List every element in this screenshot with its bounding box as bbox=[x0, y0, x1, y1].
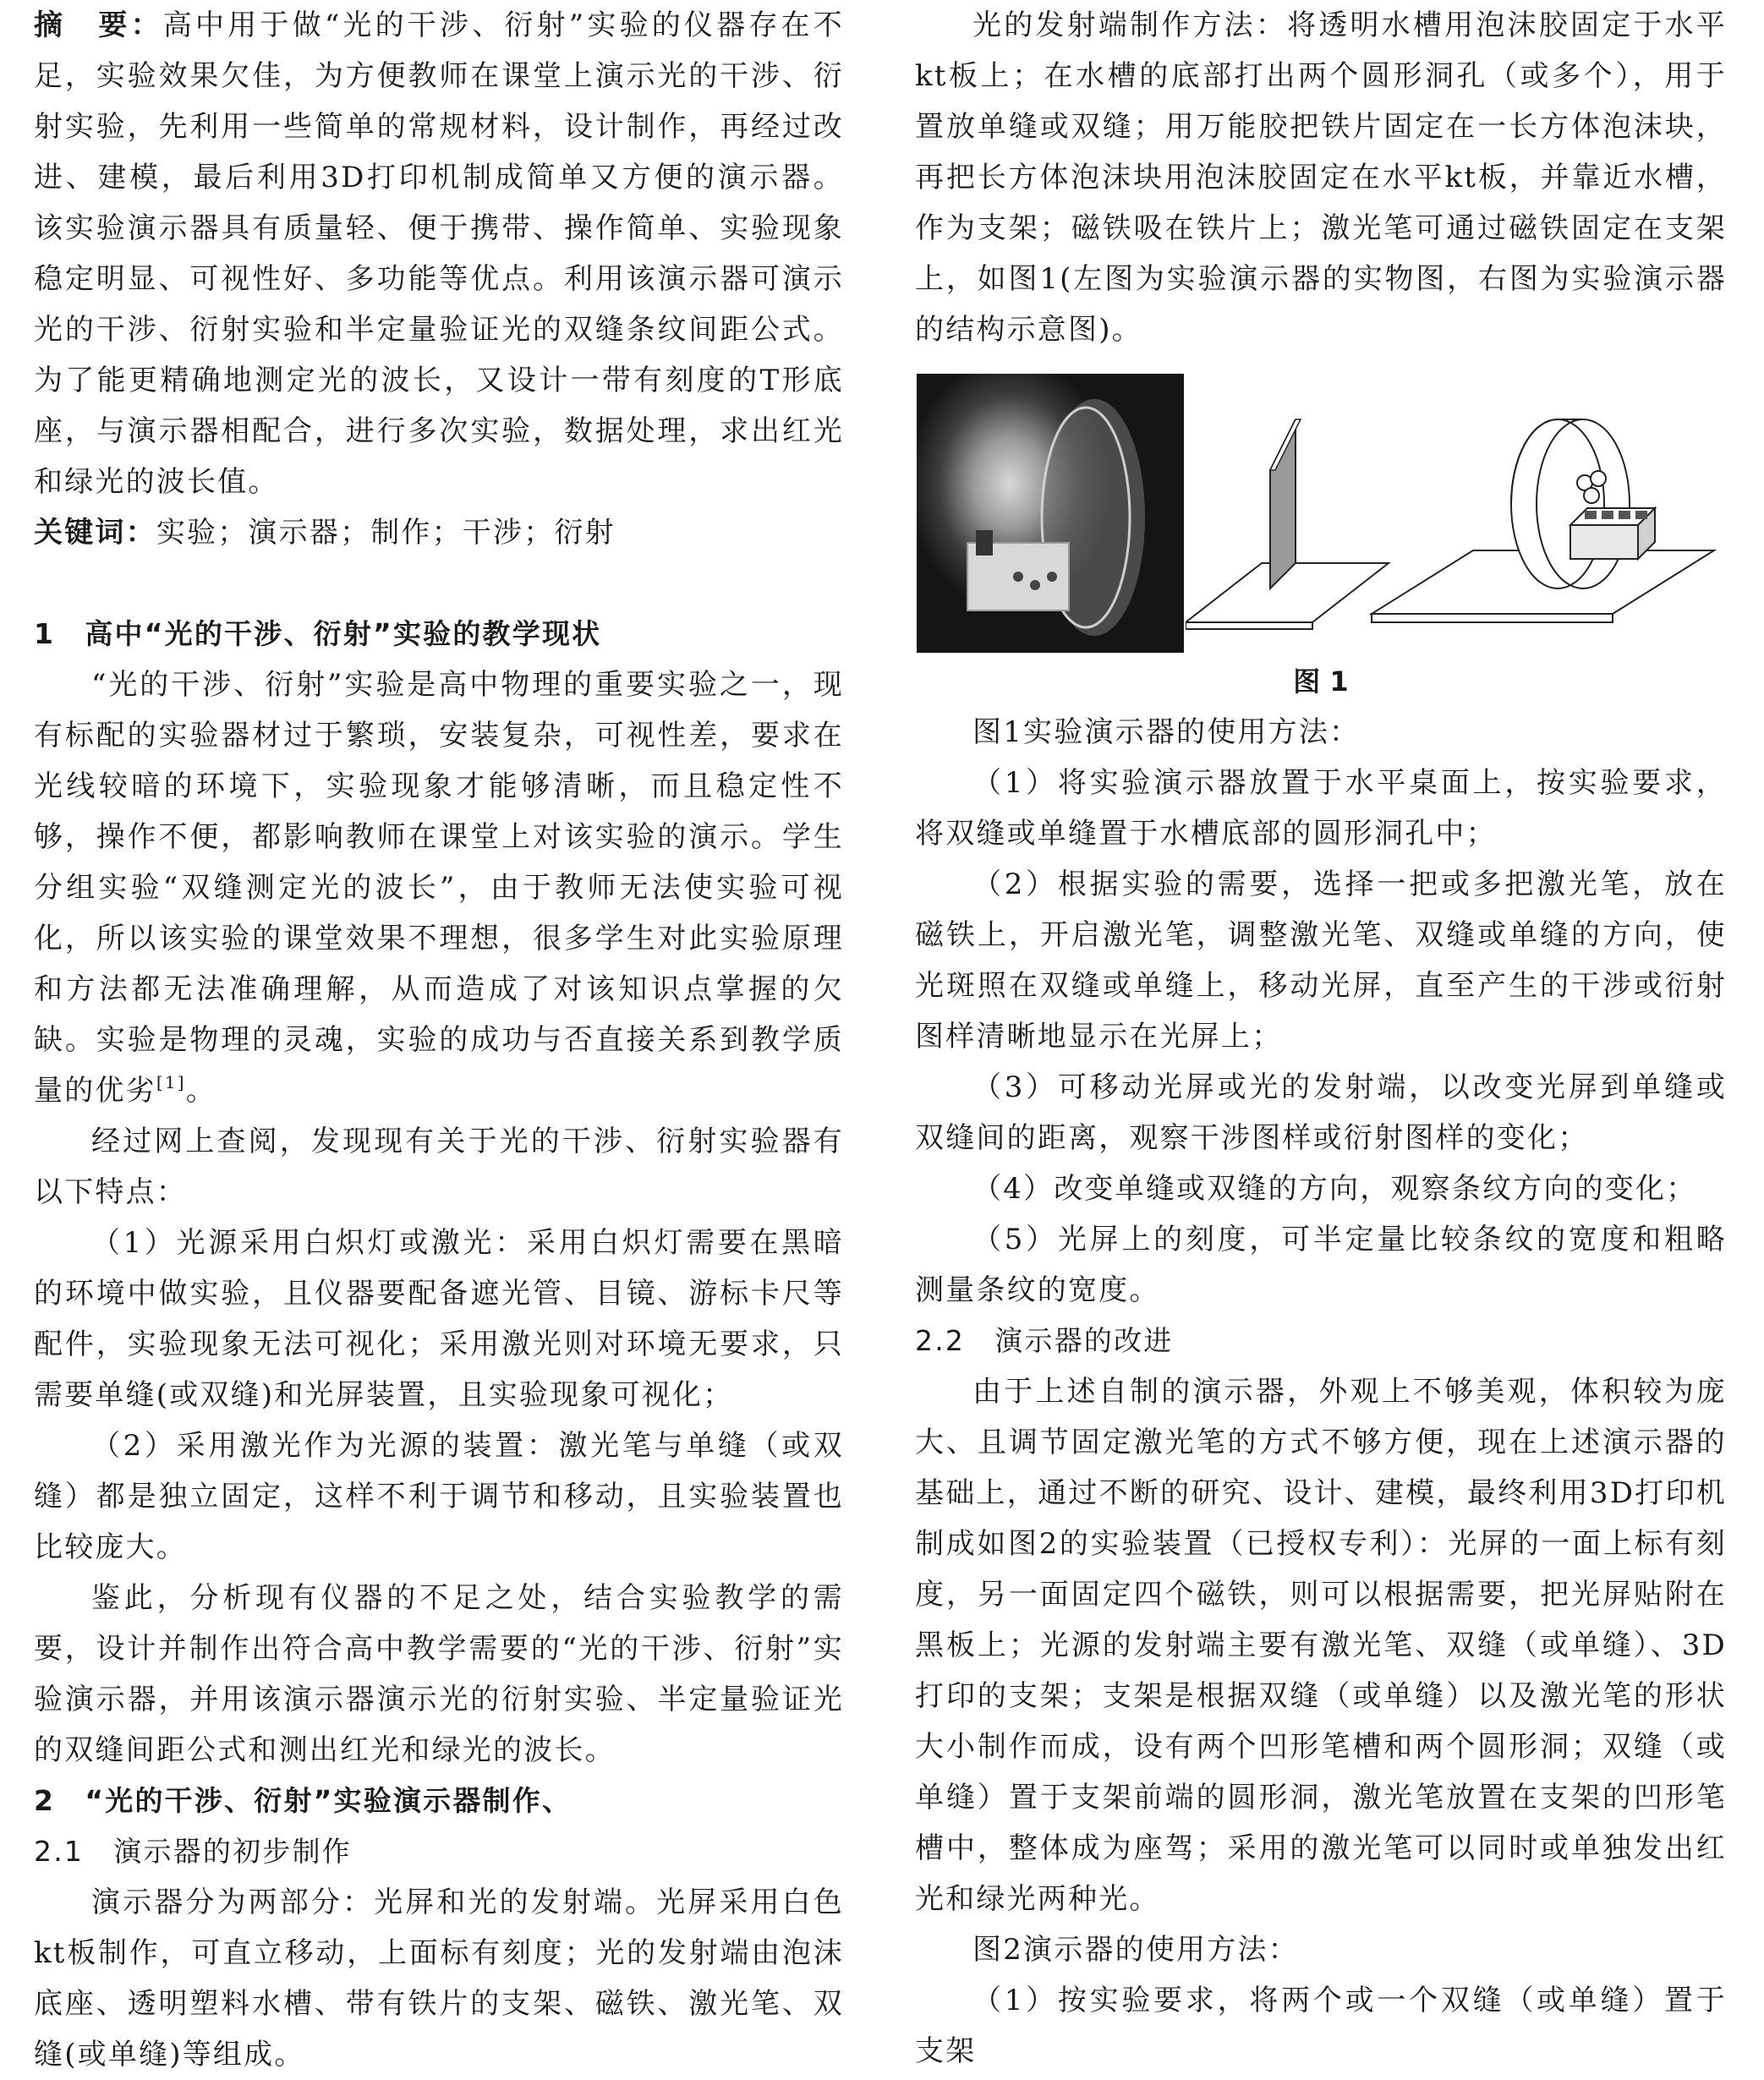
figure-2-usage-title: 图2演示器的使用方法： bbox=[972, 1933, 1299, 1967]
abstract-label: 摘 要： bbox=[34, 8, 163, 42]
section1-p1-text: “光的干涉、衍射”实验是高中物理的重要实验之一，现有标配的实验器材过于繁琐，安装复杂，可视性差，要求在光线较暗的环境下，实验现象才能够清晰，而且稳定性不够，操作不便，都影响教师在课堂上对该实验的演示。学生分组实验“双缝测定光的波长”，由于教师无法使实验可视化，所以该实验的课堂效果不理想，很多学生对此实验原理和方法都无法准确理解，从而造成了对该知识点掌握的欠缺。实验是物理的灵魂，实验的成功与否直接关系到教学质量的优劣 bbox=[34, 668, 844, 1108]
abstract bbox=[34, 0, 844, 507]
figure-1-step-5: （5）光屏上的刻度，可半定量比较条纹的宽度和粗略测量条纹的宽度。 bbox=[915, 1223, 1727, 1307]
figure-1-usage-title: 图1实验演示器的使用方法： bbox=[972, 715, 1361, 749]
spacer bbox=[34, 558, 844, 609]
section1-paragraph-2: 经过网上查阅，发现现有关于光的干涉、衍射实验器有以下特点： bbox=[34, 1125, 844, 1209]
subsection-2-1-paragraph-1: 演示器分为两部分：光屏和光的发射端。光屏采用白色kt板制作，可直立移动，上面标有刻度；光的发射端由泡沫底座、透明塑料水槽、带有铁片的支架、磁铁、激光笔、双缝(或单缝)等组成。 bbox=[34, 1886, 844, 2072]
figure-1-step-3: （3）可移动光屏或光的发射端，以改变光屏到单缝或双缝间的距离，观察干涉图样或衍射图样的变化； bbox=[915, 1070, 1727, 1155]
section1-paragraph-5: 鉴此，分析现有仪器的不足之处，结合实验教学的需要，设计并制作出符合高中教学需要的“光的干涉、衍射”实验演示器，并用该演示器演示光的衍射实验、半定量验证光的双缝间距公式和测出红光和绿光的波长。 bbox=[34, 1581, 844, 1767]
figure-1-caption: 图 1 bbox=[1293, 665, 1349, 698]
subsection-2-2-heading: 2.2 演示器的改进 bbox=[915, 1324, 1174, 1357]
subsection-2-2-paragraph-1: 由于上述自制的演示器，外观上不够美观，体积较为庞大、且调节固定激光笔的方式不够方便，现在上述演示器的基础上，通过不断的研究、设计、建模，最终利用3D打印机制成如图2的实验装置（已授权专利）：光屏的一面上标有刻度，另一面固定四个磁铁，则可以根据需要，把光屏贴附在黑板上；光源的发射端主要有激光笔、双缝（或单缝）、3D打印的支架；支架是根据双缝（或单缝）以及激光笔的形状大小制作而成，设有两个凹形笔槽和两个圆形洞；双缝（或单缝）置于支架前端的圆形洞，激光笔放置在支架的凹形笔槽中，整体成为座驾；采用的激光笔可以同时或单独发出红光和绿光两种光。 bbox=[915, 1375, 1727, 1916]
figure-1-schematic bbox=[1186, 369, 1727, 656]
figure-1 bbox=[915, 369, 1727, 656]
keywords bbox=[34, 507, 844, 558]
section2-heading: 2 “光的干涉、衍射”实验演示器制作、 bbox=[34, 1784, 572, 1817]
figure-1-step-4: （4）改变单缝或双缝的方向，观察条纹方向的变化； bbox=[972, 1172, 1697, 1206]
section1-paragraph-1 bbox=[34, 660, 844, 1116]
citation-1: [1] bbox=[156, 1072, 186, 1092]
right-column bbox=[915, 0, 1727, 2077]
figure-2-step-1: （1）按实验要求，将两个或一个双缝（或单缝）置于支架 bbox=[915, 1984, 1727, 2068]
section1-p1-end: 。 bbox=[185, 1074, 216, 1108]
subsection-2-1-paragraph-2: 光的发射端制作方法：将透明水槽用泡沫胶固定于水平kt板上；在水槽的底部打出两个圆形洞孔（或多个），用于置放单缝或双缝；用万能胶把铁片固定在一长方体泡沫块，再把长方体泡沫块用泡沫胶固定在水平kt板，并靠近水槽，作为支架；磁铁吸在铁片上；激光笔可通过磁铁固定在支架上，如图1(左图为实验演示器的实物图，右图为实验演示器的结构示意图)。 bbox=[915, 8, 1727, 347]
keywords-label: 关键词： bbox=[34, 516, 156, 550]
figure-1-step-2: （2）根据实验的需要，选择一把或多把激光笔，放在磁铁上，开启激光笔，调整激光笔、双缝或单缝的方向，使光斑照在双缝或单缝上，移动光屏，直至产生的干涉或衍射图样清晰地显示在光屏上； bbox=[915, 868, 1727, 1054]
section1-heading: 1 高中“光的干涉、衍射”实验的教学现状 bbox=[34, 617, 602, 650]
section1-paragraph-3: （1）光源采用白炽灯或激光：采用白炽灯需要在黑暗的环境中做实验，且仪器要配备遮光管、目镜、游标卡尺等配件，实验现象无法可视化；采用激光则对环境无要求，只需要单缝(或双缝)和光屏装置，且实验现象可视化； bbox=[34, 1226, 844, 1412]
subsection-2-1-heading: 2.1 演示器的初步制作 bbox=[34, 1835, 352, 1868]
abstract-text: 高中用于做“光的干涉、衍射”实验的仪器存在不足，实验效果欠佳，为方便教师在课堂上演示光的干涉、衍射实验，先利用一些简单的常规材料，设计制作，再经过改进、建模，最后利用3D打印机制成简单又方便的演示器。该实验演示器具有质量轻、便于携带、操作简单、实验现象稳定明显、可视性好、多功能等优点。利用该演示器可演示光的干涉、衍射实验和半定量验证光的双缝条纹间距公式。为了能更精确地测定光的波长，又设计一带有刻度的T形底座，与演示器相配合，进行多次实验，数据处理，求出红光和绿光的波长值。 bbox=[34, 8, 844, 499]
figure-1-step-1: （1）将实验演示器放置于水平桌面上，按实验要求，将双缝或单缝置于水槽底部的圆形洞孔中； bbox=[915, 766, 1727, 851]
keywords-text: 实验；演示器；制作；干涉；衍射 bbox=[156, 516, 616, 550]
left-column bbox=[34, 0, 844, 2080]
figure-1-photo-drawing bbox=[917, 374, 1184, 653]
figure-1-photo bbox=[917, 374, 1184, 653]
section1-paragraph-4: （2）采用激光作为光源的装置：激光笔与单缝（或双缝）都是独立固定，这样不利于调节和移动，且实验装置也比较庞大。 bbox=[34, 1429, 844, 1564]
